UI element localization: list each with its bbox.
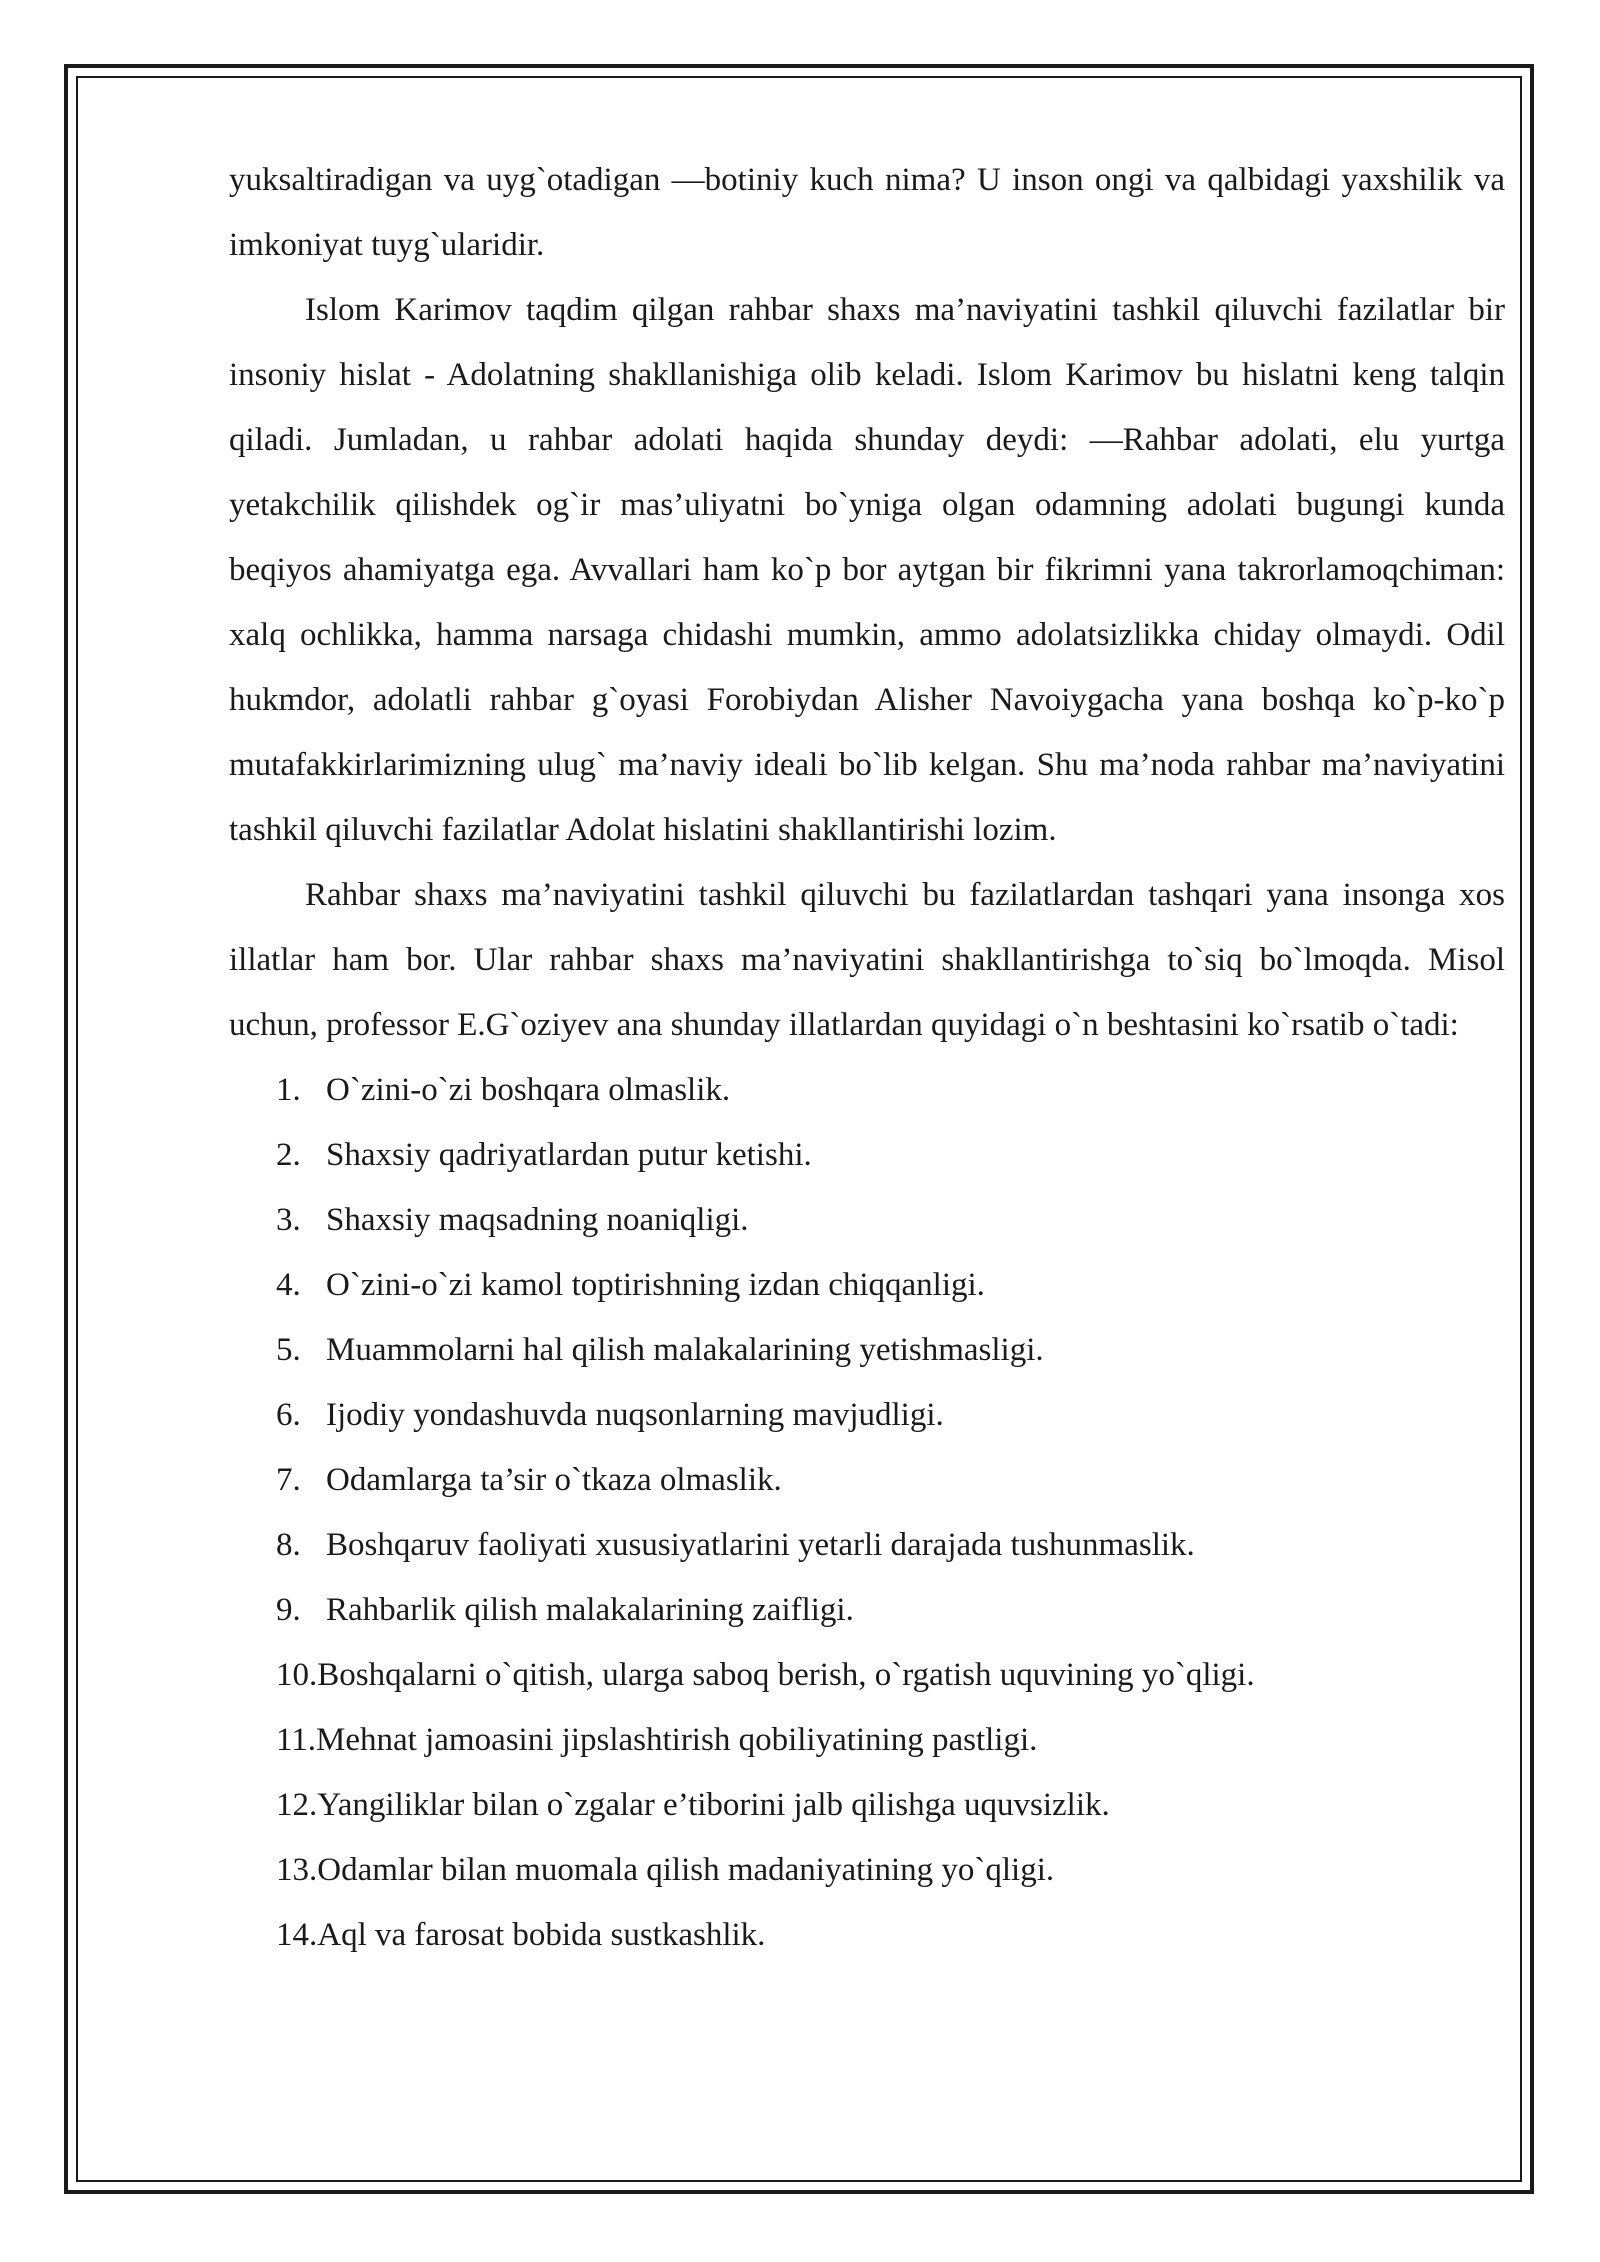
list-item (229, 1123, 1505, 1188)
list-item-number: 12. (276, 1787, 318, 1823)
list-item-number: 9. (276, 1592, 301, 1628)
list-item-text: Odamlarga ta’sir o`tkaza olmaslik. (326, 1462, 782, 1498)
list-item-text: Muammolarni hal qilish malakalarining yetishmasligi. (326, 1332, 1044, 1368)
list-item (229, 1253, 1505, 1318)
list-item-number: 8. (276, 1527, 301, 1563)
list-item-text: O`zini-o`zi boshqara olmaslik. (326, 1072, 731, 1108)
list-item-text: Ijodiy yondashuvda nuqsonlarning mavjudligi. (326, 1397, 944, 1433)
list-item-number: 3. (276, 1202, 301, 1238)
list-item (229, 1708, 1505, 1773)
list-item-text: Odamlar bilan muomala qilish madaniyatining yo`qligi. (317, 1852, 1055, 1888)
paragraph-vices-intro: Rahbar shaxs ma’naviyatini tashkil qiluvchi bu fazilatlardan tashqari yana insonga xos illatlar ham bor. Ular rahbar shaxs ma’naviyatini shakllantirishga to`siq bo`lmoqda. Misol uchun, professor E.G`oziyev ana shunday illatlardan quyidagi o`n beshtasini ko`rsatib o`tadi: (229, 877, 1505, 1043)
list-item (229, 1903, 1505, 1968)
list-item-text: Shaxsiy qadriyatlardan putur ketishi. (326, 1137, 812, 1173)
list-item-text: Boshqalarni o`qitish, ularga saboq berish, o`rgatish uquvining yo`qligi. (317, 1657, 1255, 1693)
list-item-number: 2. (276, 1137, 301, 1173)
list-item-number: 11. (276, 1722, 317, 1758)
list-item-number: 5. (276, 1332, 301, 1368)
list-item (229, 1188, 1505, 1253)
list-item (229, 1383, 1505, 1448)
paragraph-continuation: yuksaltiradigan va uyg`otadigan —botiniy kuch nima? U inson ongi va qalbidagi yaxshilik va imkoniyat tuyg`ularidir. (229, 162, 1505, 263)
list-item (229, 1318, 1505, 1383)
vices-list (229, 1058, 1505, 1968)
list-item-number: 13. (276, 1852, 318, 1888)
list-item (229, 1643, 1505, 1708)
list-item (229, 1838, 1505, 1903)
list-item-number: 6. (276, 1397, 301, 1433)
list-item-text: Boshqaruv faoliyati xususiyatlarini yetarli darajada tushunmaslik. (326, 1527, 1195, 1563)
list-item-text: O`zini-o`zi kamol toptirishning izdan chiqqanligi. (326, 1267, 985, 1303)
list-item-text: Yangiliklar bilan o`zgalar e’tiborini jalb qilishga uquvsizlik. (317, 1787, 1110, 1823)
list-item-number: 7. (276, 1462, 301, 1498)
list-item (229, 1448, 1505, 1513)
list-item (229, 1513, 1505, 1578)
list-item-text: Aql va farosat bobida sustkashlik. (317, 1917, 766, 1953)
list-item-number: 10. (276, 1657, 318, 1693)
list-item-number: 14. (276, 1917, 318, 1953)
page-content (229, 148, 1505, 1968)
list-item (229, 1058, 1505, 1123)
list-item-number: 4. (276, 1267, 301, 1303)
list-item (229, 1773, 1505, 1838)
list-item-text: Rahbarlik qilish malakalarining zaifligi. (326, 1592, 854, 1628)
list-item-text: Shaxsiy maqsadning noaniqligi. (326, 1202, 749, 1238)
list-item (229, 1578, 1505, 1643)
list-item-text: Mehnat jamoasini jipslashtirish qobiliyatining pastligi. (316, 1722, 1038, 1758)
paragraph-justice: Islom Karimov taqdim qilgan rahbar shaxs ma’naviyatini tashkil qiluvchi fazilatlar bir insoniy hislat - Adolatning shakllanishiga olib keladi. Islom Karimov bu hislatni keng talqin qiladi. Jumladan, u rahbar adolati haqida shunday deydi: —Rahbar adolati, elu yurtga yetakchilik qilishdek og`ir mas’uliyatni bo`yniga olgan odamning adolati bugungi kunda beqiyos ahamiyatga ega. Avvallari ham ko`p bor aytgan bir fikrimni yana takrorlamoqchiman: xalq ochlikka, hamma narsaga chidashi mumkin, ammo adolatsizlikka chiday olmaydi. Odil hukmdor, adolatli rahbar g`oyasi Forobiydan Alisher Navoiygacha yana boshqa ko`p-ko`p mutafakkirlarimizning ulug` ma’naviy ideali bo`lib kelgan. Shu ma’noda rahbar ma’naviyatini tashkil qiluvchi fazilatlar Adolat hislatini shakllantirishi lozim. (229, 292, 1505, 848)
list-item-number: 1. (276, 1072, 301, 1108)
